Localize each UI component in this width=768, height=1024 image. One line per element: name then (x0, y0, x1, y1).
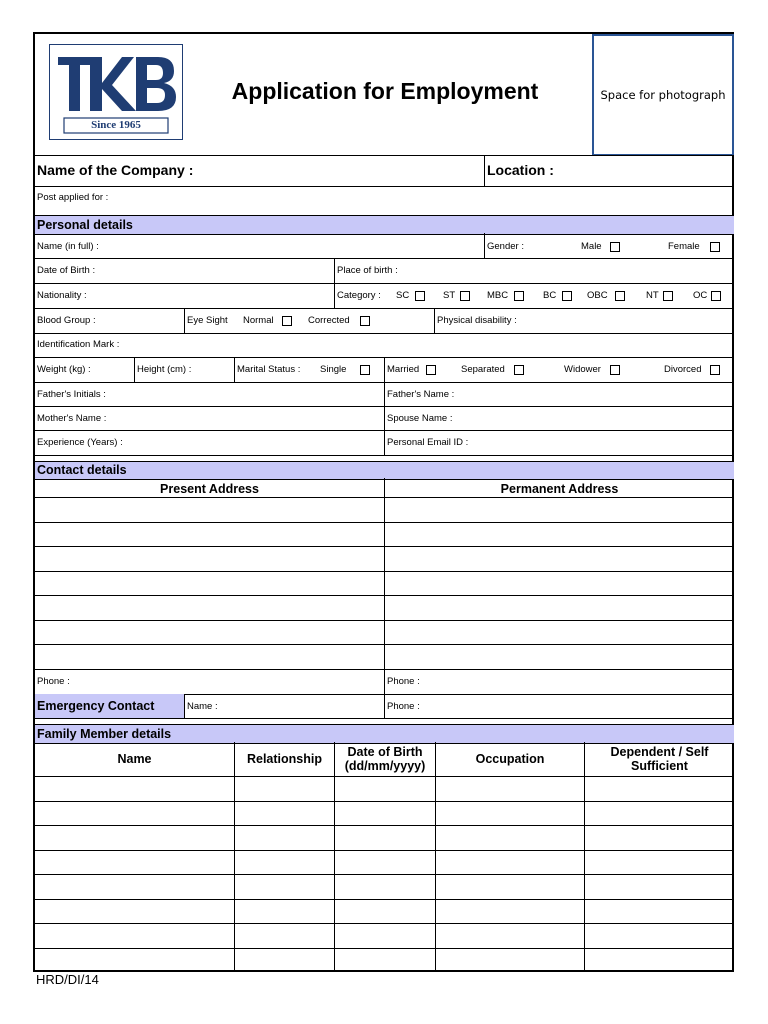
company-name-label[interactable]: Name of the Company : (37, 162, 194, 178)
eyesight-corrected-checkbox[interactable] (360, 316, 370, 326)
category-bc-label: BC (543, 290, 557, 301)
pob-label[interactable]: Place of birth : (337, 265, 398, 276)
location-label[interactable]: Location : (487, 162, 554, 178)
emergency-name-label[interactable]: Name : (187, 701, 218, 712)
divorced-label: Divorced (664, 364, 702, 375)
category-obc-label: OBC (587, 290, 608, 301)
permanent-address-header: Permanent Address (500, 482, 619, 496)
physical-disability-label[interactable]: Physical disability : (437, 315, 517, 326)
emergency-contact-heading: Emergency Contact (37, 699, 155, 713)
category-st-checkbox[interactable] (460, 291, 470, 301)
family-col-relationship: Relationship (246, 752, 322, 766)
category-mbc-label: MBC (487, 290, 509, 301)
category-label: Category : (337, 290, 381, 301)
blood-group-label[interactable]: Blood Group : (37, 315, 96, 326)
female-label: Female (668, 241, 700, 252)
eyesight-label: Eye Sight (187, 315, 228, 326)
category-mbc-checkbox[interactable] (514, 291, 524, 301)
emergency-phone-label[interactable]: Phone : (387, 701, 420, 712)
family-details-heading: Family Member details (37, 727, 172, 741)
female-checkbox[interactable] (710, 242, 720, 252)
category-st-label: ST (443, 290, 456, 301)
single-label: Single (320, 364, 347, 375)
eyesight-normal-checkbox[interactable] (282, 316, 292, 326)
category-oc-label: OC (693, 290, 708, 301)
family-col-dob-line2: (dd/mm/yyyy) (344, 759, 426, 773)
present-phone-label[interactable]: Phone : (37, 676, 70, 687)
gender-label: Gender : (487, 241, 524, 252)
application-form (33, 32, 734, 972)
male-checkbox[interactable] (610, 242, 620, 252)
marital-status-label: Marital Status : (237, 364, 301, 375)
widower-label: Widower (564, 364, 601, 375)
family-col-occupation: Occupation (475, 752, 545, 766)
photo-box[interactable] (592, 34, 734, 156)
dob-label[interactable]: Date of Birth : (37, 265, 96, 276)
nationality-label[interactable]: Nationality : (37, 290, 87, 301)
category-sc-label: SC (396, 290, 410, 301)
category-nt-checkbox[interactable] (663, 291, 673, 301)
permanent-phone-label[interactable]: Phone : (387, 676, 420, 687)
identification-mark-label[interactable]: Identification Mark : (37, 339, 120, 350)
mother-name-label[interactable]: Mother's Name : (37, 413, 107, 424)
separated-label: Separated (461, 364, 505, 375)
married-checkbox[interactable] (426, 365, 436, 375)
male-label: Male (581, 241, 602, 252)
widower-checkbox[interactable] (610, 365, 620, 375)
father-initials-label[interactable]: Father's Initials : (37, 389, 106, 400)
logo-since-text: Since 1965 (91, 119, 141, 131)
personal-email-label[interactable]: Personal Email ID : (387, 437, 469, 448)
experience-label[interactable]: Experience (Years) : (37, 437, 123, 448)
category-bc-checkbox[interactable] (562, 291, 572, 301)
present-address-header: Present Address (160, 482, 259, 496)
contact-details-heading: Contact details (37, 463, 127, 477)
divorced-checkbox[interactable] (710, 365, 720, 375)
father-name-label[interactable]: Father's Name : (387, 389, 455, 400)
family-col-dependent-line1: Dependent / Self (610, 745, 709, 759)
category-oc-checkbox[interactable] (711, 291, 721, 301)
form-code: HRD/DI/14 (36, 972, 99, 987)
category-sc-checkbox[interactable] (415, 291, 425, 301)
height-label[interactable]: Height (cm) : (137, 364, 192, 375)
full-name-label[interactable]: Name (in full) : (37, 241, 99, 252)
weight-label[interactable]: Weight (kg) : (37, 364, 91, 375)
category-nt-label: NT (646, 290, 659, 301)
single-checkbox[interactable] (360, 365, 370, 375)
family-col-dob-line1: Date of Birth (347, 745, 423, 759)
married-label: Married (387, 364, 420, 375)
family-col-dependent-line2: Sufficient (631, 759, 688, 773)
category-obc-checkbox[interactable] (615, 291, 625, 301)
photo-label: Space for photograph (600, 88, 726, 102)
page-title: Application for Employment (231, 78, 539, 104)
spouse-name-label[interactable]: Spouse Name : (387, 413, 453, 424)
post-applied-label[interactable]: Post applied for : (37, 192, 109, 203)
personal-details-heading: Personal details (37, 218, 133, 232)
eyesight-corrected-label: Corrected (308, 315, 350, 326)
family-col-name: Name (117, 752, 152, 766)
company-logo (49, 44, 183, 140)
separated-checkbox[interactable] (514, 365, 524, 375)
eyesight-normal-label: Normal (243, 315, 274, 326)
